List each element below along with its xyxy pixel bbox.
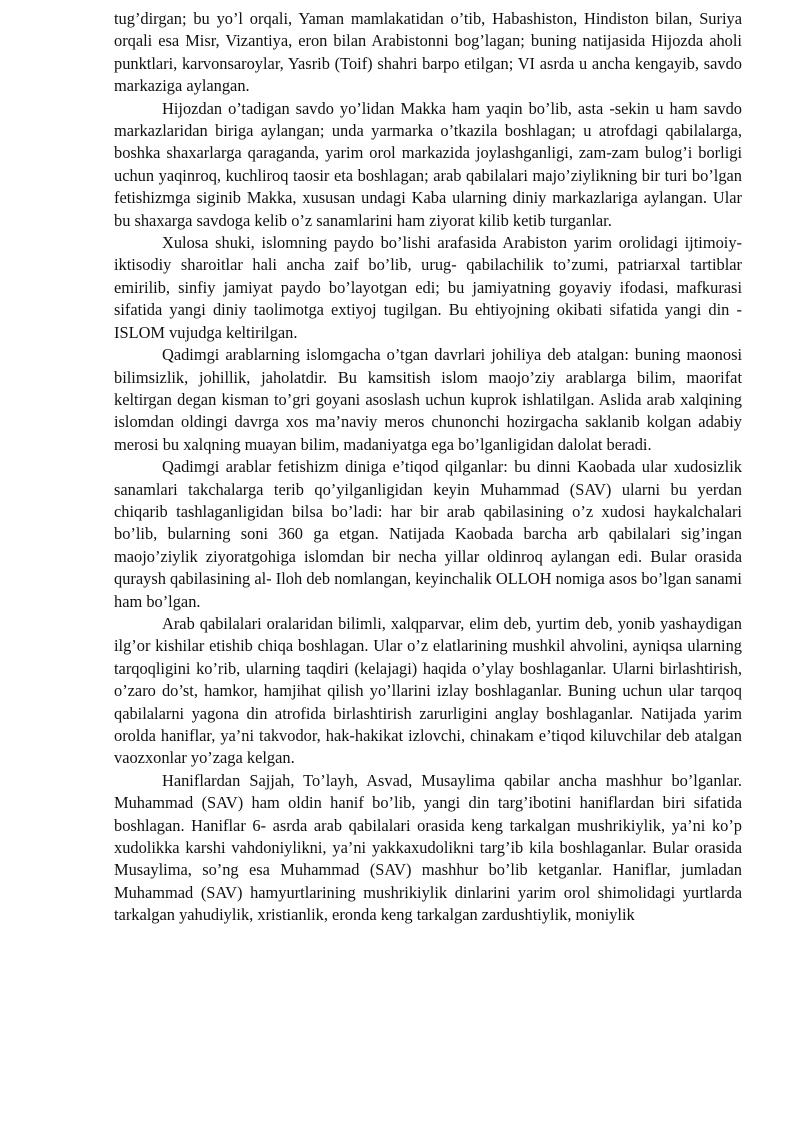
- document-page: [114, 8, 742, 927]
- paragraph-5: Qadimgi arablar fetishizm diniga e’tiqod qilganlar: bu dinni Kaobada ular xudosizlik sanamlari takchalarga terib qo’yilganligidan keyin Muhammad (SAV) ularni bu yerdan chiqarib tashlaganligidan bilsa bo’ladi: har bir arab qabilasining o’z xudosi haykalchalari bo’lib, bularning soni 360 ga etgan. Natijada Kaobada barcha arb qabilalari sig’ingan maojo’ziylik ziyoratgohiga islomdan bir necha yillar oldinroq aylangan edi. Bular orasida quraysh qabilasining al- Iloh deb nomlangan, keyinchalik OLLOH nomiga asos bo’lgan sanami ham bo’lgan.: [114, 457, 742, 611]
- paragraph-4: Qadimgi arablarning islomgacha o’tgan davrlari johiliya deb atalgan: buning maonosi bilimsizlik, johillik, jaholatdir. Bu kamsitish islom maojo’ziy arablarga bilim, maorifat keltirgan degan kisman to’gri goyani asoslash uchun kuprok ishlatilgan. Aslida arab xalqining islomdan oldingi davrga xos ma’naviy meros chunonchi hozirgacha saklanib kolgan adabiy merosi bu xalqning muayan bilim, madaniyatga ega bo’lganligidan dalolat beradi.: [114, 345, 742, 454]
- paragraph-7: Haniflardan Sajjah, To’layh, Asvad, Musaylima qabilar ancha mashhur bo’lganlar. Muhammad (SAV) ham oldin hanif bo’lib, yangi din targ’ibotini haniflardan biri sifatida boshlagan. Haniflar 6- asrda arab qabilalari orasida keng tarkalgan mushrikiylik, ya’ni ko’p xudolikka karshi vahdoniylikni, ya’ni yakkaxudolikni targ’ib kila boshlaganlar. Bular orasida Musaylima, so’ng esa Muhammad (SAV) mashhur bo’lib ketganlar. Haniflar, jumladan Muhammad (SAV) hamyurtlarining mushrikiylik dinlarini yarim orol shimolidagi yurtlarda tarkalgan yahudiylik, xristianlik, eronda keng tarkalgan zardushtiylik, moniylik: [114, 770, 742, 925]
- paragraph-1: tug’dirgan; bu yo’l orqali, Yaman mamlakatidan o’tib, Habashiston, Hindiston bilan, Suriya orqali esa Misr, Vizantiya, eron bilan Arabistonni bog’lagan; buning natijasida Hijozda aholi punktlari, karvonsaroylar, Yasrib (Toif) shahri barpo etilgan; VI asrda u ancha kengayib, savdo markaziga aylangan.: [114, 9, 742, 96]
- paragraph-6: Arab qabilalari oralaridan bilimli, xalqparvar, elim deb, yurtim deb, yonib yashaydigan ilg’or kishilar etishib chiqa boshlagan. Ular o’z elatlarining mushkil ahvolini, ayniqsa ularning tarqoqligini ko’rib, ularning taqdiri (kelajagi) haqida o’ylay boshlaganlar. Ularni birlashtirish, o’zaro do’st, hamkor, hamjihat qilish yo’llarini izlay boshlaganlar. Buning uchun ular tarqoq qabilalarni yagona din atrofida birlashtirish zarurligini anglay boshlaganlar. Natijada yarim orolda haniflar, ya’ni takvodor, hak-hakikat izlovchi, chinakam e’tiqod kiluvchilar deb atalgan vaozxonlar yo’zaga kelgan.: [114, 613, 742, 768]
- paragraph-2: Hijozdan o’tadigan savdo yo’lidan Makka ham yaqin bo’lib, asta -sekin u ham savdo markazlaridan biriga aylangan; unda yarmarka o’tkazila boshlagan; u atrofdagi qabilalarga, boshka shaxarlarga qaraganda, yarim orol markazida joylashganligi, zam-zam bulog’i borligi uchun yaqinroq, kuchliroq taosir eta boshlagan; arab qabilalari majo’ziylikning bir turi bo’lgan fetishizmga siginib Makka, xususan undagi Kaba ularning diniy markazlariga aylangan. Ular bu shaxarga savdoga kelib o’z sanamlarini ham ziyorat kilib ketib turganlar.: [114, 98, 742, 230]
- paragraph-3: Xulosa shuki, islomning paydo bo’lishi arafasida Arabiston yarim orolidagi ijtimoiy- iktisodiy sharoitlar hali ancha zaif bo’lib, urug- qabilachilik to’zumi, patriarxal tartiblar emirilib, sinfiy jamiyat paydo bo’layotgan edi; bu jamiyatning goyaviy ifodasi, mafkurasi sifatida yangi diniy taolimotga extiyoj tugilgan. Bu ehtiyojning okibati sifatida yangi din - ISLOM vujudga keltirilgan.: [114, 233, 742, 342]
